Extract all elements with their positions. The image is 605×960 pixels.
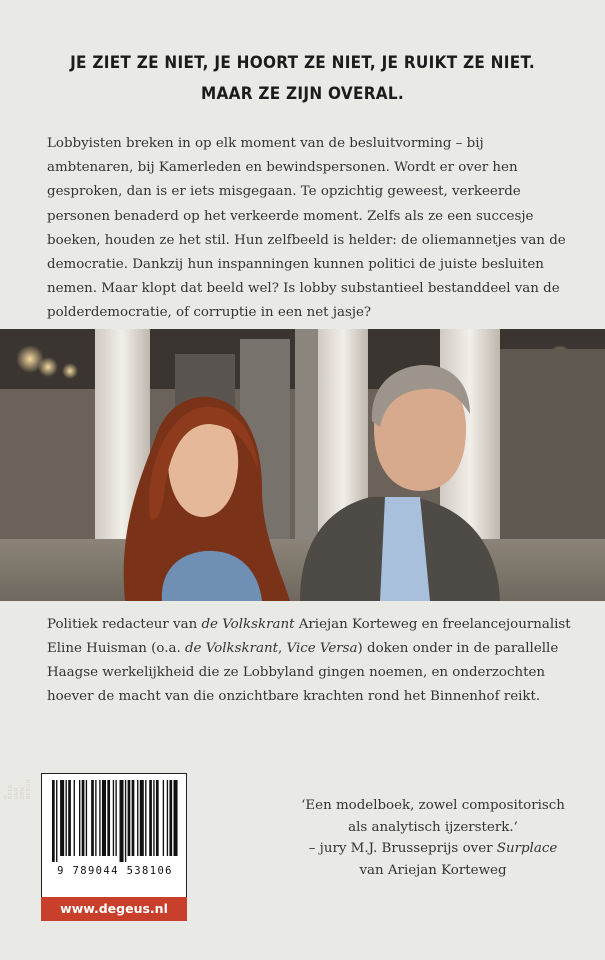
barcode-bar [82, 780, 85, 856]
bio-text [47, 613, 571, 709]
barcode-bar [91, 780, 94, 856]
quote-book-title: Surplace [496, 841, 558, 856]
intro-line: ambtenaren, bij Kamerleden en bewindspersonen. Wordt er over hen [47, 160, 518, 176]
bio-text-segment: Ariejan Korteweg en freelancejournalist [294, 617, 571, 632]
barcode-bar [66, 780, 67, 856]
review-quote [283, 795, 583, 881]
bio-italic-segment: de Volkskrant [184, 641, 278, 656]
barcode-bar [113, 780, 114, 856]
headline [30, 48, 575, 110]
barcode-bar [115, 780, 116, 856]
barcode-bar [174, 780, 178, 856]
barcode-bar [60, 780, 64, 856]
barcode-bar [137, 780, 138, 856]
barcode-bar [128, 780, 131, 856]
bio-italic-segment: de Volkskrant [201, 617, 295, 632]
bio-line: Haagse werkelijkheid die ze Lobbyland gingen noemen, en onderzochten [47, 665, 546, 680]
author-photo-illustration [0, 329, 605, 601]
barcode-bar [149, 780, 152, 856]
intro-line: gesproken, dan is er iets misgegaan. Te opzichtig geweest, verkeerde [47, 184, 521, 200]
barcode-bar [132, 780, 135, 856]
quote-line: ‘Een modelboek, zowel compositorisch [301, 798, 565, 813]
barcode-bar [68, 780, 71, 856]
barcode-bar [99, 780, 100, 856]
quote-line: als analytisch ijzersterk.’ [348, 819, 518, 835]
bio-line: hoever de macht van die onzichtbare krachten rond het Binnenhof reikt. [47, 689, 541, 704]
barcode-box [41, 773, 187, 921]
barcode-bar [125, 780, 126, 862]
barcode-bar [140, 780, 144, 856]
bio-text-segment: Eline Huisman (o.a. [47, 641, 185, 656]
barcode-bar [120, 780, 124, 862]
barcode-bar [145, 780, 146, 856]
intro-line: Lobbyisten breken in op elk moment van de besluitvorming – bij [47, 136, 484, 151]
intro-text [47, 132, 566, 326]
intro-line: polderdemocratie, of corruptie in een net jasje? [47, 305, 372, 321]
quote-attribution: – jury M.J. Brusseprijs over [308, 841, 497, 856]
headline-line-2: MAAR ZE ZIJN OVERAL. [201, 84, 404, 104]
barcode-bar [56, 780, 57, 862]
bio-line [47, 613, 571, 637]
barcode-bar [153, 780, 154, 856]
intro-line: personen benaderd op het verkeerde moment. Zelfs als ze een succesje [47, 208, 534, 224]
publisher-website[interactable]: www.degeus.nl [41, 897, 187, 921]
intro-line: democratie. Dankzij hun inspanningen kunnen politici de juiste besluiten [47, 257, 544, 273]
barcode-bar [74, 780, 75, 856]
barcode [48, 780, 182, 862]
bio-text-segment: Politiek redacteur van [47, 617, 202, 632]
barcode-bar [167, 780, 168, 856]
barcode-bar [52, 780, 55, 862]
bio-italic-segment: Vice Versa [286, 641, 358, 656]
barcode-bar [102, 780, 106, 856]
isbn-number: 9 789044 538106 [57, 865, 173, 877]
intro-line: nemen. Maar klopt dat beeld wel? Is lobby substantieel bestanddeel van de [47, 281, 560, 297]
bio-text-segment: , [278, 641, 287, 656]
bio-text-segment: ) doken onder in de parallelle [357, 641, 559, 656]
barcode-bar [107, 780, 110, 856]
barcode-bar [169, 780, 172, 856]
barcode-bar [86, 780, 87, 856]
barcode-bar [156, 780, 159, 856]
barcode-bar [79, 780, 80, 856]
barcode-bar [95, 780, 96, 856]
quote-line: van Ariejan Korteweg [359, 862, 507, 878]
bio-line [47, 637, 567, 661]
barcode-bar [163, 780, 164, 856]
headline-line-1: JE ZIET ZE NIET, JE HOORT ZE NIET, JE RUIKT ZE NIET. [70, 53, 535, 73]
photo-credit: © BEEK VAN DEN BERGH [2, 778, 32, 800]
quote-line [283, 838, 583, 860]
intro-line: boeken, houden ze het stil. Hun zelfbeeld is helder: de oliemannetjes van de [47, 232, 566, 248]
